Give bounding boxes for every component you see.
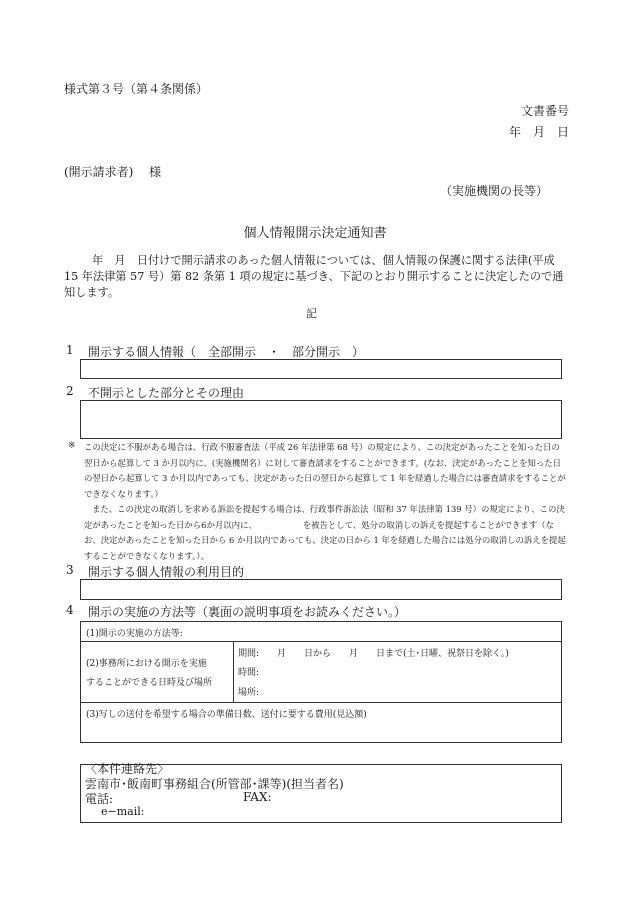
section-1-number: 1: [66, 343, 74, 357]
document-title: 個人情報開示決定通知書: [243, 226, 387, 241]
section-2-title: 不開示とした部分とその理由: [88, 386, 245, 400]
contact-phone: 電話:: [85, 792, 114, 806]
section-4-number: 4: [66, 603, 74, 617]
table-row-2-label-line-2: することができる日時及び場所: [86, 678, 213, 688]
ki-heading: 記: [306, 307, 317, 320]
contact-header: 〈本件連絡先〉: [85, 762, 170, 776]
section-3-title: 開示する個人情報の利用目的: [88, 565, 245, 579]
section-2-input-box[interactable]: [80, 400, 562, 439]
section-1-title: 開示する個人情報（ 全部開示 ・ 部分開示 ）: [88, 345, 365, 359]
contact-organization: 雲南市･飯南町事務組合(所管部･課等)(担当者名): [85, 777, 344, 791]
section-3-input-box[interactable]: [80, 579, 562, 600]
requester-line: (開示請求者) 様: [64, 165, 162, 179]
section-4-title: 開示の実施の方法等（裏面の説明事項をお読みください。）: [88, 605, 407, 619]
notice-mark: ※: [68, 441, 76, 451]
document-number-label: 文書番号: [520, 104, 569, 118]
notice-paragraph-1: この決定に不服がある場合は、行政不服審査法（平成 26 年法律第 68 号）の規定により、この決定があったことを知った日の翌日から起算して 3 か月以内に、(実施機関名）に対して審査請求をすることができます。(なお、決定があったことを知った日の翌日から起算して 3 か月以内であっても、決定があった日の翌日から起算して 1 年を経過した場合には審査請求をすることができなくなります。）: [84, 442, 566, 499]
section-3-number: 3: [66, 563, 74, 577]
form-label: 様式第３号（第４条関係）: [64, 82, 209, 96]
intro-paragraph: 年 月 日付けで開示請求のあった個人情報については、個人情報の保護に関する法律(平成 15 年法律第 57 号）第 82 条第 1 項の規定に基づき、下記のとおり開示することに決定したので通知します。: [64, 254, 564, 299]
time-field[interactable]: 時間:: [238, 668, 260, 678]
section-2-number: 2: [66, 384, 74, 398]
contact-fax: FAX:: [243, 790, 272, 804]
table-divider: [81, 702, 561, 703]
contact-email: e−mail:: [101, 805, 145, 818]
contact-box: [80, 764, 562, 823]
section-1-input-box[interactable]: [80, 359, 562, 379]
table-row-3-label: (3)写しの送付を希望する場合の準備日数、送付に要する費用(見込額): [86, 710, 367, 720]
table-divider: [233, 641, 234, 703]
place-field[interactable]: 場所:: [238, 688, 260, 698]
period-field[interactable]: 期間: 月 日から 月 日まで(土･日曜、祝祭日を除く。): [238, 649, 509, 659]
table-divider: [81, 641, 561, 642]
notice-text: [84, 440, 568, 564]
date-label: 年 月 日: [508, 125, 569, 139]
implementation-table: [80, 621, 562, 743]
table-row-2-label-line-1: (2)事務所における開示を実施: [86, 659, 207, 669]
notice-paragraph-2: また、この決定の取消しを求める訴訟を提起する場合は、行政事件訴訟法（昭和 37 年法律第 139 号）の規定により、この決定があったことを知った日から6か月以内に、 を被告として、処分の取消しの訴えを提起することができます（なお、決定があったことを知った日から 6 か月以内であっても、決定の日から 1 年を経過した場合には処分の取消しの訴えを提起することができなくなります。）。: [84, 504, 566, 561]
table-row-1-label: (1)開示の実施の方法等:: [86, 629, 183, 639]
agency-head: （実施機関の長等）: [439, 184, 548, 198]
